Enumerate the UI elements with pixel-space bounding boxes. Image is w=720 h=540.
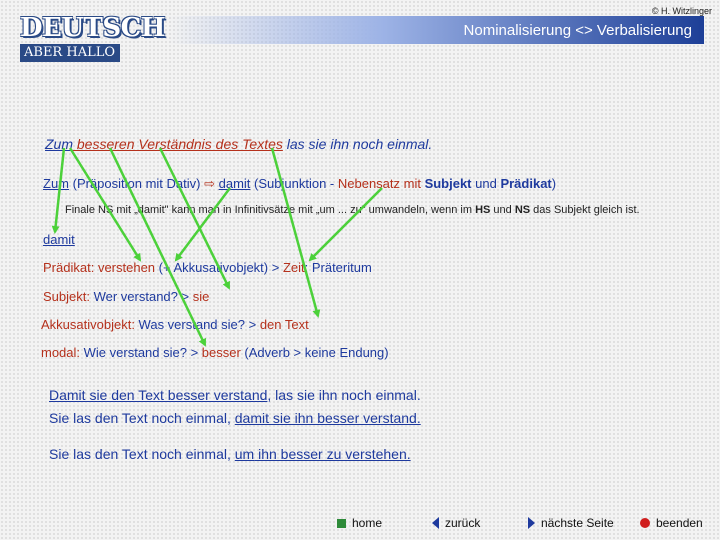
example-sentence — [45, 136, 432, 152]
modal-note: (Adverb > keine Endung) — [240, 345, 389, 360]
next-label: nächste Seite — [541, 516, 614, 530]
page-title: Nominalisierung <> Verbalisierung — [463, 22, 692, 39]
s3-um: um — [234, 446, 255, 462]
s3-start: Sie las den Text noch einmal, — [49, 446, 235, 462]
modal-answer: besser — [201, 345, 241, 360]
rule-part1: Finale NS mit „damit" kann man in Infinitivsätze mit „um ... zu" umwandeln, wenn im — [65, 204, 476, 216]
arrow-right-icon: ⇨ — [204, 176, 215, 191]
explain-praedikat: Prädikat — [500, 176, 552, 191]
home-button[interactable] — [337, 516, 382, 530]
home-label: home — [352, 516, 383, 530]
explain-subjekt: Subjekt — [424, 176, 472, 191]
explain-conj: (Subjunktion - — [250, 176, 338, 191]
subjekt-line — [43, 289, 209, 304]
praedikat-tense: : Präteritum — [304, 260, 372, 275]
explain-close: ) — [551, 176, 557, 191]
quit-label: beenden — [656, 516, 703, 530]
sentence-1 — [49, 387, 421, 403]
copyright-notice: © H. Witzlinger — [651, 6, 712, 16]
rule-line — [65, 204, 640, 216]
arrow-ns-to-zeit — [310, 188, 382, 260]
explain-prep: (Präposition mit Dativ) — [69, 176, 205, 191]
sentence-3 — [49, 446, 411, 462]
right-triangle-icon — [528, 517, 535, 529]
praedikat-verb: verstehen — [97, 260, 156, 275]
praedikat-mid: (+ Akkusativobjekt) > — [155, 260, 283, 275]
left-triangle-icon — [432, 517, 439, 529]
modal-line — [41, 345, 389, 360]
rule-und: und — [490, 204, 515, 216]
rule-hs: HS — [475, 204, 491, 216]
back-button[interactable] — [432, 516, 480, 530]
example-rest: las sie ihn noch einmal. — [282, 136, 433, 152]
explain-zum: Zum — [43, 176, 69, 191]
green-square-icon — [337, 519, 346, 528]
s2-clause: damit sie ihn besser verstand. — [234, 410, 421, 426]
praedikat-line — [43, 260, 372, 275]
akk-answer: den Text — [259, 317, 309, 332]
explain-ns: Nebensatz mit — [337, 176, 425, 191]
explain-damit: damit — [218, 176, 251, 191]
zeit-label: Zeit — [282, 260, 305, 275]
red-dot-icon — [640, 518, 650, 528]
s3-clause: ihn besser zu verstehen. — [254, 446, 411, 462]
logo-subtitle: ABER HALLO — [20, 44, 120, 62]
subjekt-label: Subjekt: — [43, 289, 90, 304]
example-nominal-phrase: besseren Verständnis des Textes — [73, 136, 283, 152]
sentence-2 — [49, 410, 421, 426]
akkusativobjekt-line — [41, 317, 309, 332]
back-label: zurück — [445, 516, 481, 530]
arrow-damit-to-zeit — [176, 188, 230, 260]
akk-question: Was verstand sie? > — [134, 317, 260, 332]
subjekt-question: Wer verstand? > — [89, 289, 193, 304]
s1-rest: , las sie ihn noch einmal. — [267, 387, 421, 403]
modal-label: modal: — [41, 345, 81, 360]
s1-clause: Damit sie den Text besser verstand — [49, 387, 268, 403]
logo-deutsch: DEUTSCH — [20, 13, 165, 43]
explanation-line — [43, 176, 556, 192]
rule-part2: das Subjekt gleich ist. — [530, 204, 640, 216]
next-button[interactable] — [528, 516, 614, 530]
arrow-textes-to-dentext — [272, 148, 318, 316]
example-zum: Zum — [45, 136, 73, 152]
modal-question: Wie verstand sie? > — [80, 345, 202, 360]
subjekt-answer: sie — [192, 289, 210, 304]
praedikat-label: Prädikat: — [43, 260, 95, 275]
s2-start: Sie las den Text noch einmal, — [49, 410, 235, 426]
akk-label: Akkusativobjekt: — [41, 317, 135, 332]
damit-label: damit — [43, 232, 75, 247]
explain-und: und — [471, 176, 501, 191]
rule-ns: NS — [514, 204, 531, 216]
title-bar — [168, 16, 704, 44]
quit-button[interactable] — [640, 516, 703, 530]
